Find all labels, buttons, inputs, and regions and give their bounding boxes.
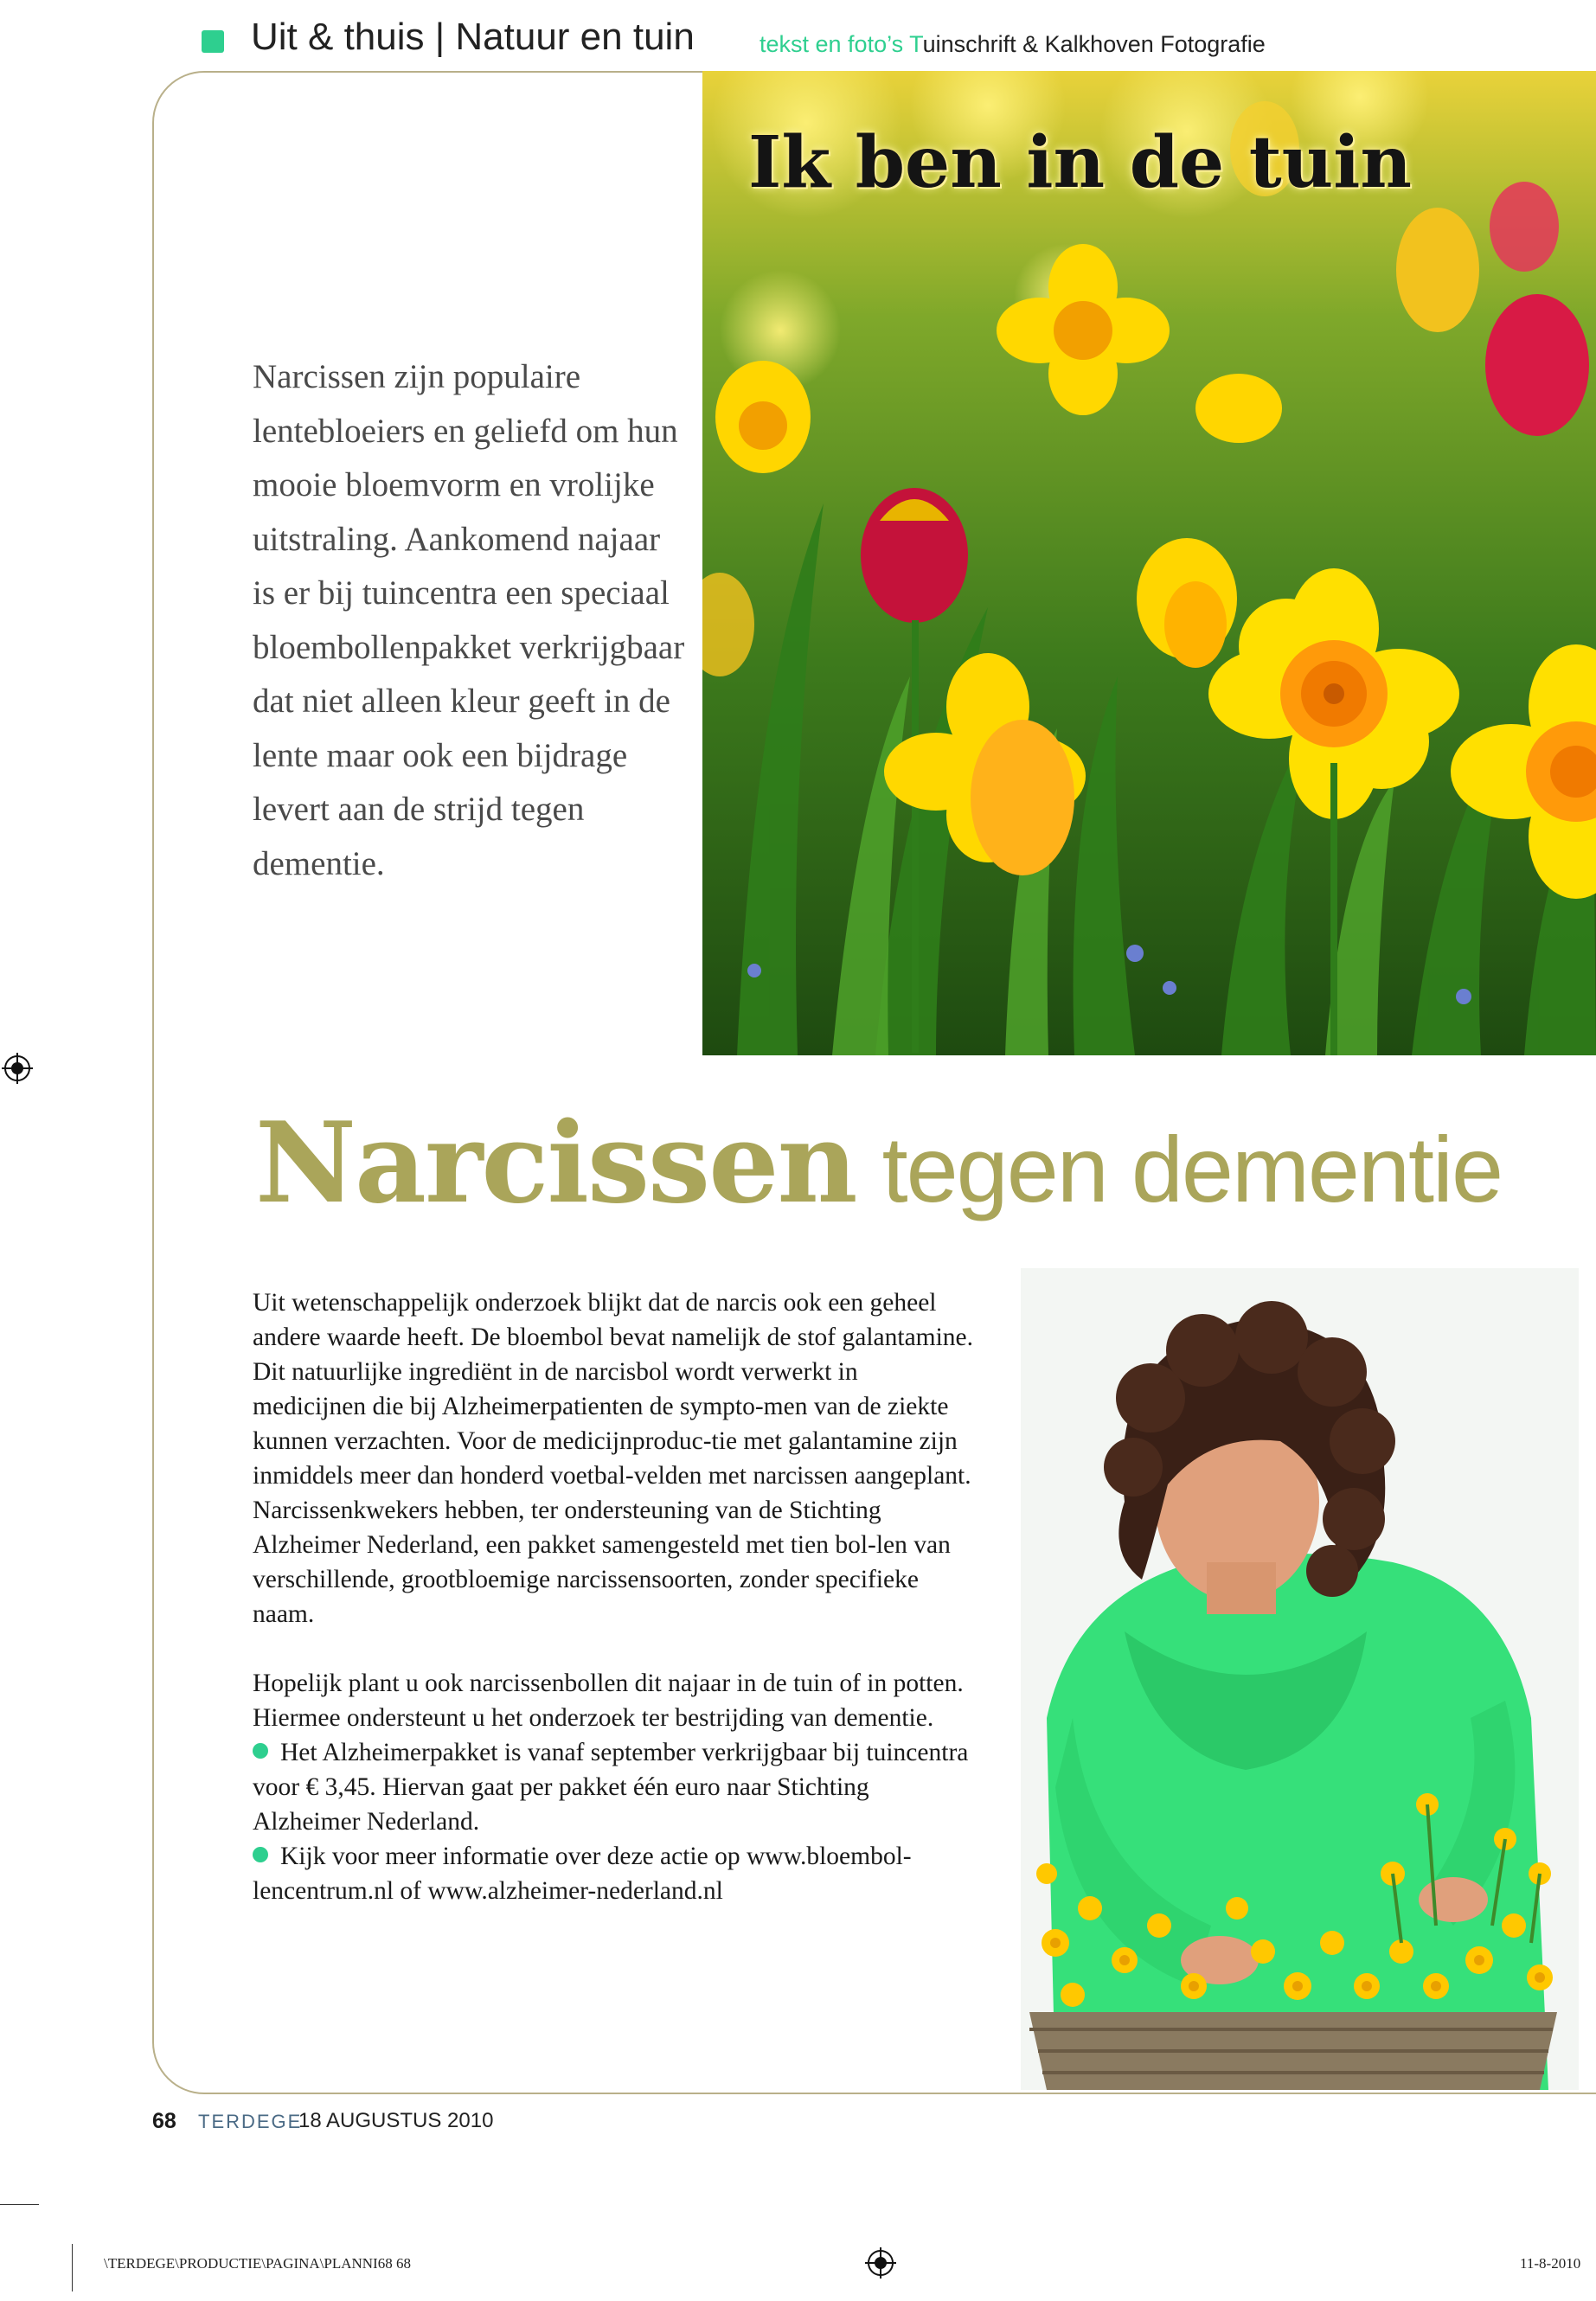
- body-paragraph-1: Uit wetenschappelijk onderzoek blijkt dat de narcis ook een geheel andere waarde heeft. De bloembol bevat namelijk de stof galantamine. Dit natuurlijke ingrediënt in de narcisbol wordt verwerkt in medicijnen die bij Alzheimerpatienten de sympto-men van de ziekte kunnen verzachten. Voor de medicijnproduc-tie met galantamine zijn inmiddels meer dan honderd voetbal-velden met narcissen aangeplant.: [253, 1289, 974, 1490]
- credit-rest: uinschrift & Kalkhoven Fotografie: [922, 31, 1266, 57]
- woman-with-daffodils-photo: [1021, 1268, 1579, 2090]
- intro-text: Narcissen zijn populaire lentebloeiers en geliefd om hun mooie bloemvorm en vrolijke uitstraling. Aankomend najaar is er bij tuincentra een speciaal bloembollenpakket verkrijgbaar dat niet alleen kleur geeft in de lente maar ook een bijdrage levert aan de strijd tegen dementie.: [253, 358, 685, 882]
- bullet-dot-icon: [253, 1743, 268, 1759]
- bullet-text-2: Kijk voor meer informatie over deze actie op www.bloembol-lencentrum.nl of www.alzheimer-nederland.nl: [253, 1843, 912, 1905]
- bullet-item-1: [253, 1735, 975, 1839]
- headline-light: tegen dementie: [881, 1117, 1503, 1221]
- registration-mark-icon: [2, 1053, 33, 1084]
- body-paragraph-3: Hopelijk plant u ook narcissenbollen dit najaar in de tuin of in potten. Hiermee ondersteunt u het onderzoek ter bestrijding van dementie.: [253, 1670, 964, 1732]
- issue-date: 18 AUGUSTUS 2010: [298, 2109, 494, 2132]
- page-number: 68: [152, 2109, 176, 2133]
- magazine-name: TERDEGE: [198, 2111, 303, 2132]
- photo-credit: [760, 31, 1266, 58]
- credit-prefix: tekst en foto’s T: [760, 31, 923, 57]
- headline-bold: Narcissen: [255, 1099, 856, 1228]
- crop-mark: [0, 2204, 39, 2205]
- bullet-item-2: [253, 1839, 975, 1908]
- bullet-dot-icon: [253, 1847, 268, 1862]
- bullet-text-1: Het Alzheimerpakket is vanaf september verkrijgbaar bij tuincentra voor € 3,45. Hiervan gaat per pakket één euro naar Stichting Alzheimer Nederland.: [253, 1739, 969, 1836]
- body-paragraph-2: Narcissenkwekers hebben, ter ondersteuning van de Stichting Alzheimer Nederland, een pakket samengesteld met tien bol-len van verschillende, grootbloemige narcissensoorten, zonder specifieke naam.: [253, 1497, 951, 1628]
- print-date: 11-8-2010: [1520, 2255, 1581, 2272]
- file-path: \TERDEGE\PRODUCTIE\PAGINA\PLANNI68 68: [104, 2255, 411, 2272]
- photo-title: Ik ben in de tuin: [748, 121, 1413, 204]
- article-body: [253, 1285, 975, 1908]
- headline: [255, 1099, 1502, 1228]
- section-marker: [202, 30, 224, 53]
- registration-mark-icon: [865, 2247, 896, 2279]
- crop-mark: [72, 2244, 73, 2291]
- daffodil-photo: [702, 71, 1596, 1055]
- section-title: Uit & thuis | Natuur en tuin: [251, 16, 695, 58]
